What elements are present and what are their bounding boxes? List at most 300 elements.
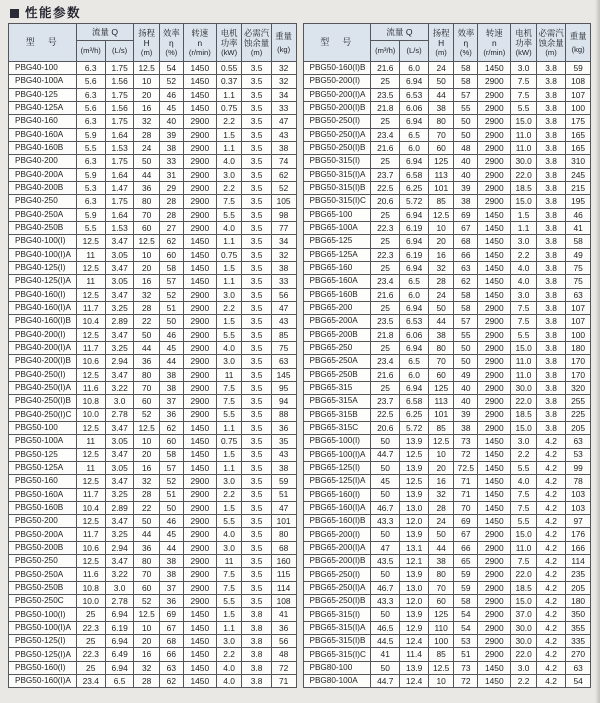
value-cell: 23.4 [371, 355, 400, 368]
value-cell: 7.5 [216, 381, 242, 394]
value-cell: 23.7 [371, 395, 400, 408]
value-cell: 2900 [478, 648, 511, 661]
value-cell: 25 [371, 341, 400, 354]
value-cell: 3.47 [105, 328, 133, 341]
value-cell: 6.53 [400, 88, 428, 101]
value-cell: 3.5 [242, 275, 271, 288]
value-cell: 7.5 [511, 488, 537, 501]
value-cell: 99 [566, 461, 591, 474]
value-cell: 60 [428, 141, 454, 154]
value-cell: 0.55 [216, 62, 242, 75]
model-cell: PBG50-125 [9, 448, 77, 461]
value-cell: 2900 [183, 221, 216, 234]
value-cell: 38 [159, 555, 183, 568]
value-cell: 2900 [183, 128, 216, 141]
value-cell: 56 [271, 635, 296, 648]
model-cell: PBG40-200A [9, 168, 77, 181]
value-cell: 46 [159, 515, 183, 528]
value-cell: 12.4 [400, 675, 428, 688]
value-cell: 33 [271, 275, 296, 288]
value-cell: 4.0 [216, 221, 242, 234]
value-cell: 4.2 [536, 475, 565, 488]
value-cell: 3.5 [242, 88, 271, 101]
value-cell: 12.5 [400, 448, 428, 461]
value-cell: 7.5 [511, 75, 537, 88]
value-cell: 3.0 [105, 581, 133, 594]
value-cell: 2900 [478, 328, 511, 341]
value-cell: 3.5 [242, 235, 271, 248]
value-cell: 12.4 [400, 635, 428, 648]
model-cell: PBG65-125A [303, 248, 371, 261]
value-cell: 7.5 [511, 315, 537, 328]
table-row [303, 448, 591, 461]
value-cell: 11.4 [400, 648, 428, 661]
value-cell: 1.5 [216, 261, 242, 274]
value-cell: 3.8 [536, 141, 565, 154]
table-row [9, 288, 297, 301]
model-cell: PBG40-100(I) [9, 235, 77, 248]
value-cell: 3.47 [105, 235, 133, 248]
value-cell: 49 [454, 368, 478, 381]
value-cell: 180 [566, 595, 591, 608]
value-cell: 45 [159, 528, 183, 541]
value-cell: 1.1 [216, 461, 242, 474]
value-cell: 2900 [478, 101, 511, 114]
value-cell: 6.3 [76, 88, 105, 101]
value-cell: 1.5 [216, 501, 242, 514]
value-cell: 4.0 [216, 528, 242, 541]
tables-container [0, 23, 600, 688]
table-row [9, 115, 297, 128]
table-row [9, 301, 297, 314]
value-cell: 80 [428, 115, 454, 128]
value-cell: 100 [566, 328, 591, 341]
table-row [9, 648, 297, 661]
value-cell: 4.0 [216, 675, 242, 688]
value-cell: 4.0 [511, 475, 537, 488]
value-cell: 6.06 [400, 328, 428, 341]
value-cell: 50 [159, 315, 183, 328]
value-cell: 74 [271, 155, 296, 168]
value-cell: 44 [428, 88, 454, 101]
model-cell: PBG65-200(I) [303, 528, 371, 541]
value-cell: 5.5 [511, 101, 537, 114]
value-cell: 2900 [478, 635, 511, 648]
value-cell: 3.05 [105, 275, 133, 288]
value-cell: 21.6 [371, 141, 400, 154]
value-cell: 38 [271, 461, 296, 474]
value-cell: 3.0 [511, 435, 537, 448]
value-cell: 4.2 [536, 608, 565, 621]
value-cell: 50 [428, 301, 454, 314]
table-row [303, 395, 591, 408]
value-cell: 3.8 [242, 675, 271, 688]
value-cell: 3.5 [242, 221, 271, 234]
value-cell: 3.47 [105, 288, 133, 301]
value-cell: 2900 [183, 208, 216, 221]
value-cell: 1450 [478, 501, 511, 514]
value-cell: 3.8 [242, 608, 271, 621]
value-cell: 3.5 [242, 155, 271, 168]
value-cell: 16 [428, 248, 454, 261]
value-cell: 43 [271, 448, 296, 461]
value-cell: 2.78 [105, 595, 133, 608]
value-cell: 1.47 [105, 181, 133, 194]
value-cell: 68 [454, 235, 478, 248]
value-cell: 3.47 [105, 475, 133, 488]
value-cell: 101 [271, 515, 296, 528]
model-cell: PBG50-200B [9, 541, 77, 554]
value-cell: 25 [76, 608, 105, 621]
value-cell: 5.6 [76, 75, 105, 88]
value-cell: 3.5 [242, 488, 271, 501]
value-cell: 25 [371, 261, 400, 274]
model-cell: PBG40-100 [9, 62, 77, 75]
value-cell: 66 [159, 648, 183, 661]
value-cell: 43.3 [371, 595, 400, 608]
value-cell: 3.5 [242, 315, 271, 328]
table-row [303, 261, 591, 274]
model-cell: PBG40-200 [9, 155, 77, 168]
value-cell: 23.4 [76, 675, 105, 688]
model-cell: PBG65-250(I)A [303, 581, 371, 594]
value-cell: 2900 [183, 381, 216, 394]
value-cell: 40 [454, 168, 478, 181]
model-cell: PBG40-160 [9, 115, 77, 128]
value-cell: 2900 [478, 581, 511, 594]
value-cell: 11 [76, 248, 105, 261]
value-cell: 3.5 [242, 395, 271, 408]
value-cell: 3.47 [105, 448, 133, 461]
value-cell: 15.0 [511, 421, 537, 434]
right-table-body [303, 62, 591, 688]
value-cell: 22.0 [511, 395, 537, 408]
value-cell: 39 [454, 408, 478, 421]
value-cell: 6.94 [105, 661, 133, 674]
value-cell: 66 [454, 541, 478, 554]
value-cell: 13.9 [400, 608, 428, 621]
value-cell: 31 [159, 168, 183, 181]
model-cell: PBG50-160(I)A [9, 675, 77, 688]
value-cell: 45 [159, 341, 183, 354]
value-cell: 11.6 [76, 568, 105, 581]
value-cell: 85 [428, 648, 454, 661]
model-cell: PBG50-100A [9, 435, 77, 448]
value-cell: 46.7 [371, 501, 400, 514]
value-cell: 170 [566, 355, 591, 368]
value-cell: 80 [271, 528, 296, 541]
value-cell: 70 [454, 501, 478, 514]
model-cell: PBG40-200(I)A [9, 341, 77, 354]
value-cell: 73 [454, 435, 478, 448]
value-cell: 2900 [478, 368, 511, 381]
model-cell: PBG50-160B [9, 501, 77, 514]
value-cell: 50 [454, 355, 478, 368]
table-row [9, 221, 297, 234]
value-cell: 10.0 [76, 408, 105, 421]
value-cell: 2900 [183, 115, 216, 128]
value-cell: 80 [134, 368, 160, 381]
value-cell: 110 [428, 621, 454, 634]
model-cell: PBG40-160B [9, 141, 77, 154]
value-cell: 24 [134, 141, 160, 154]
value-cell: 3.5 [242, 195, 271, 208]
value-cell: 25 [371, 115, 400, 128]
value-cell: 60 [159, 435, 183, 448]
model-cell: PBG65-250 [303, 341, 371, 354]
value-cell: 355 [566, 621, 591, 634]
table-row [9, 235, 297, 248]
value-cell: 13.1 [400, 541, 428, 554]
value-cell: 55 [454, 101, 478, 114]
value-cell: 85 [271, 328, 296, 341]
value-cell: 3.8 [536, 381, 565, 394]
value-cell: 1450 [183, 635, 216, 648]
value-cell: 43.5 [371, 555, 400, 568]
value-cell: 7.5 [216, 581, 242, 594]
value-cell: 2900 [478, 381, 511, 394]
value-cell: 36 [134, 541, 160, 554]
value-cell: 4.2 [536, 581, 565, 594]
value-cell: 10.8 [76, 395, 105, 408]
model-cell: PBG65-125(I) [303, 461, 371, 474]
value-cell: 70 [428, 581, 454, 594]
value-cell: 25 [371, 301, 400, 314]
table-row [9, 168, 297, 181]
value-cell: 2900 [478, 88, 511, 101]
value-cell: 58 [454, 75, 478, 88]
table-row [9, 315, 297, 328]
value-cell: 2900 [478, 301, 511, 314]
value-cell: 51 [159, 488, 183, 501]
value-cell: 70 [134, 208, 160, 221]
value-cell: 63 [271, 355, 296, 368]
value-cell: 1.75 [105, 62, 133, 75]
value-cell: 20 [134, 635, 160, 648]
value-cell: 1.75 [105, 155, 133, 168]
value-cell: 25 [371, 155, 400, 168]
value-cell: 58 [454, 288, 478, 301]
value-cell: 225 [566, 408, 591, 421]
value-cell: 44.7 [371, 675, 400, 688]
square-bullet-icon [10, 9, 19, 18]
value-cell: 3.8 [536, 221, 565, 234]
table-row [303, 568, 591, 581]
model-cell: PBG65-200(I)B [303, 555, 371, 568]
value-cell: 34 [271, 235, 296, 248]
table-row [303, 155, 591, 168]
value-cell: 50 [454, 115, 478, 128]
table-row [303, 421, 591, 434]
value-cell: 13.9 [400, 528, 428, 541]
value-cell: 3.8 [536, 368, 565, 381]
value-cell: 2900 [183, 368, 216, 381]
value-cell: 18.5 [511, 181, 537, 194]
value-cell: 27 [159, 221, 183, 234]
value-cell: 235 [566, 568, 591, 581]
value-cell: 22.3 [371, 248, 400, 261]
table-row [303, 475, 591, 488]
value-cell: 2900 [183, 595, 216, 608]
value-cell: 2900 [478, 115, 511, 128]
value-cell: 15.0 [511, 115, 537, 128]
value-cell: 2900 [478, 621, 511, 634]
value-cell: 11.0 [511, 368, 537, 381]
model-cell: PBG40-250 [9, 195, 77, 208]
table-row [303, 581, 591, 594]
table-row [303, 515, 591, 528]
page-title: 性能参数 [25, 5, 82, 20]
value-cell: 6.5 [400, 128, 428, 141]
value-cell: 12.5 [76, 261, 105, 274]
table-row [9, 555, 297, 568]
value-cell: 44 [134, 341, 160, 354]
value-cell: 6.5 [400, 355, 428, 368]
value-cell: 59 [566, 62, 591, 75]
value-cell: 105 [271, 195, 296, 208]
model-cell: PBG50-315(I)A [303, 168, 371, 181]
value-cell: 85 [428, 421, 454, 434]
value-cell: 71 [454, 488, 478, 501]
model-cell: PBG65-160(I)A [303, 501, 371, 514]
value-cell: 10 [134, 248, 160, 261]
column-header-model: 型 号 [303, 24, 371, 62]
value-cell: 73 [454, 661, 478, 674]
value-cell: 5.9 [76, 168, 105, 181]
value-cell: 28 [159, 195, 183, 208]
value-cell: 37.0 [511, 608, 537, 621]
value-cell: 24 [428, 288, 454, 301]
column-header-head: 扬程 H (m) [428, 24, 454, 62]
value-cell: 2900 [183, 475, 216, 488]
table-row [303, 648, 591, 661]
value-cell: 2900 [478, 528, 511, 541]
value-cell: 98 [271, 208, 296, 221]
value-cell: 57 [159, 275, 183, 288]
value-cell: 44 [134, 528, 160, 541]
table-row [9, 208, 297, 221]
table-row [9, 395, 297, 408]
value-cell: 12.1 [400, 555, 428, 568]
value-cell: 101 [428, 408, 454, 421]
model-cell: PBG50-200A [9, 528, 77, 541]
value-cell: 50 [134, 515, 160, 528]
model-cell: PBG65-315(I)A [303, 621, 371, 634]
value-cell: 2900 [478, 168, 511, 181]
value-cell: 38 [159, 568, 183, 581]
value-cell: 1450 [183, 75, 216, 88]
table-row [303, 621, 591, 634]
model-cell: PBG50-160A [9, 488, 77, 501]
value-cell: 50 [428, 528, 454, 541]
value-cell: 60 [134, 581, 160, 594]
value-cell: 85 [428, 195, 454, 208]
value-cell: 6.3 [76, 62, 105, 75]
value-cell: 3.47 [105, 261, 133, 274]
value-cell: 44 [159, 541, 183, 554]
left-table-header [9, 24, 297, 62]
value-cell: 4.2 [536, 555, 565, 568]
value-cell: 78 [566, 475, 591, 488]
value-cell: 1450 [183, 675, 216, 688]
column-header-weight: 重量 (kg) [566, 24, 591, 62]
table-row [303, 381, 591, 394]
value-cell: 3.5 [242, 62, 271, 75]
value-cell: 47 [271, 501, 296, 514]
model-cell: PBG40-160(I)A [9, 301, 77, 314]
value-cell: 80 [428, 341, 454, 354]
model-cell: PBG65-160 [303, 261, 371, 274]
value-cell: 3.22 [105, 381, 133, 394]
value-cell: 166 [566, 541, 591, 554]
value-cell: 3.0 [511, 288, 537, 301]
model-cell: PBG65-125 [303, 235, 371, 248]
model-cell: PBG40-125A [9, 101, 77, 114]
value-cell: 1450 [478, 288, 511, 301]
model-cell: PBG50-125A [9, 461, 77, 474]
value-cell: 20 [428, 461, 454, 474]
value-cell: 34 [271, 88, 296, 101]
value-cell: 6.5 [105, 675, 133, 688]
table-row [303, 435, 591, 448]
value-cell: 38 [159, 141, 183, 154]
value-cell: 6.3 [76, 195, 105, 208]
value-cell: 36 [271, 621, 296, 634]
value-cell: 3.5 [242, 75, 271, 88]
value-cell: 44.7 [371, 448, 400, 461]
value-cell: 12.5 [76, 328, 105, 341]
value-cell: 80 [134, 195, 160, 208]
table-row [9, 541, 297, 554]
column-header-flow-ls: (L/s) [105, 41, 133, 62]
value-cell: 3.5 [242, 328, 271, 341]
value-cell: 3.8 [536, 261, 565, 274]
value-cell: 32 [134, 115, 160, 128]
value-cell: 52 [134, 595, 160, 608]
column-header-power: 电机 功率 (kW) [216, 24, 242, 62]
value-cell: 3.8 [242, 635, 271, 648]
value-cell: 12.5 [76, 515, 105, 528]
value-cell: 4.2 [536, 461, 565, 474]
value-cell: 3.8 [242, 621, 271, 634]
value-cell: 6.19 [400, 221, 428, 234]
value-cell: 22.3 [371, 221, 400, 234]
table-row [303, 328, 591, 341]
value-cell: 107 [566, 315, 591, 328]
value-cell: 48 [454, 141, 478, 154]
value-cell: 3.8 [536, 315, 565, 328]
value-cell: 57 [159, 461, 183, 474]
value-cell: 2.2 [216, 648, 242, 661]
value-cell: 107 [566, 301, 591, 314]
table-row [9, 461, 297, 474]
value-cell: 2900 [183, 408, 216, 421]
value-cell: 176 [566, 528, 591, 541]
value-cell: 100 [566, 101, 591, 114]
value-cell: 3.05 [105, 248, 133, 261]
value-cell: 32 [428, 488, 454, 501]
value-cell: 5.3 [76, 181, 105, 194]
value-cell: 36 [271, 421, 296, 434]
value-cell: 1450 [183, 248, 216, 261]
value-cell: 57 [454, 315, 478, 328]
value-cell: 11 [216, 555, 242, 568]
value-cell: 2900 [183, 555, 216, 568]
value-cell: 1.1 [216, 421, 242, 434]
model-cell: PBG65-160(I)B [303, 515, 371, 528]
value-cell: 2900 [183, 168, 216, 181]
value-cell: 10 [428, 675, 454, 688]
